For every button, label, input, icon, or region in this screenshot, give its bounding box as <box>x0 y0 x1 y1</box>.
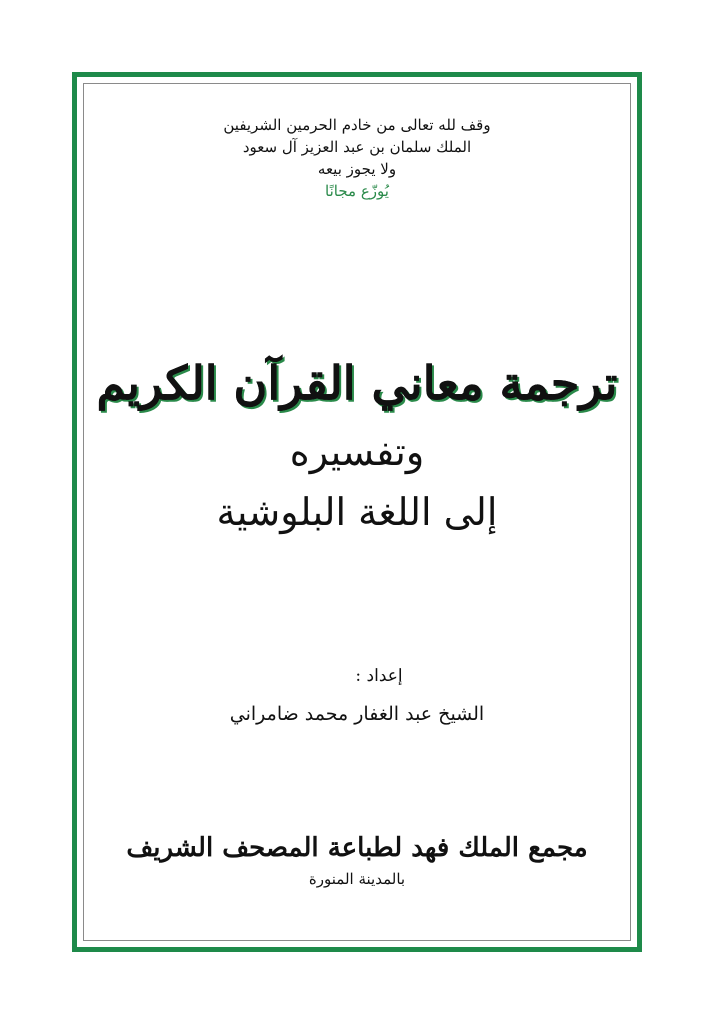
endowment-line-3: ولا يجوز بيعه <box>317 160 397 178</box>
preparation-credit <box>86 660 628 732</box>
author-name: الشيخ عبد الغفار محمد ضامراني <box>229 703 485 725</box>
title-subtitle-1: وتفسيره <box>289 430 425 474</box>
free-distribution-note: يُوزّع مجانًا <box>325 182 389 200</box>
endowment-notice <box>86 114 628 202</box>
endowment-line-2: الملك سلمان بن عبد العزيز آل سعود <box>242 138 472 156</box>
endowment-line-1: وقف لله تعالى من خادم الحرمين الشريفين <box>223 116 491 134</box>
title-page <box>86 86 628 938</box>
publisher-block <box>86 828 628 890</box>
title-main: ترجمة معاني القرآن الكريم <box>96 356 618 410</box>
book-title <box>86 348 628 542</box>
publisher-city: بالمدينة المنورة <box>308 870 406 888</box>
publisher-name: مجمع الملك فهد لطباعة المصحف الشريف <box>126 833 588 863</box>
title-subtitle-2: إلى اللغة البلوشية <box>216 490 498 534</box>
prepared-by-label: إعداد : <box>355 666 403 686</box>
